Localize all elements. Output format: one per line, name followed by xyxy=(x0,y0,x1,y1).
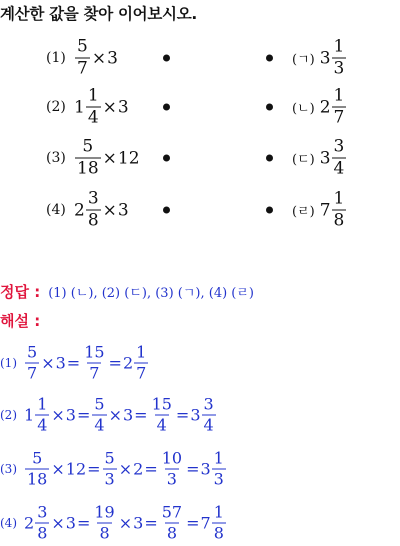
right-connector-dot[interactable] xyxy=(266,155,273,162)
question-number: (1) xyxy=(46,50,66,66)
solution-expression: $\frac{5}{7}$ × 3 = $\frac{15}{7}$ = 2 $\frac{1}{7}$ xyxy=(27,342,147,383)
solution-row-4 xyxy=(0,500,400,546)
question-expression: 2 $\frac{3}{8}$ × 3 xyxy=(74,188,129,231)
question-expression: 1 $\frac{1}{4}$ × 3 xyxy=(74,85,129,128)
answer-choice: (ㄷ) 3 $\frac{3}{4}$ xyxy=(292,136,345,179)
fraction: $\frac{3}{4}$ xyxy=(333,136,345,179)
left-connector-dot[interactable] xyxy=(163,104,170,111)
question-number: (3) xyxy=(46,150,66,166)
question-row-4 xyxy=(0,186,400,234)
answer-choice: (ㄴ) 2 $\frac{1}{7}$ xyxy=(292,85,345,128)
fraction: $\frac{1}{8}$ xyxy=(333,188,345,231)
fraction: $\frac{1}{3}$ xyxy=(333,36,345,79)
left-connector-dot[interactable] xyxy=(163,155,170,162)
fraction: $\frac{1}{7}$ xyxy=(333,85,345,128)
answer-choice: (ㄹ) 7 $\frac{1}{8}$ xyxy=(292,188,345,231)
solution-expression: $\frac{5}{18}$ × 12 = $\frac{5}{3}$ × 2 = $\frac{10}{3}$ = 3 $\frac{1}{3}$ xyxy=(27,448,224,489)
right-connector-dot[interactable] xyxy=(266,207,273,214)
question-expression: $\frac{5}{18}$ × 12 xyxy=(77,136,140,179)
explanation-heading: 해설 : xyxy=(0,312,41,330)
question-row-3 xyxy=(0,134,400,182)
solution-number: (2) xyxy=(0,408,17,422)
fraction: $\frac{3}{8}$ xyxy=(87,188,99,231)
question-title: 계산한 값을 찾아 이어보시오. xyxy=(0,5,197,23)
solution-number: (1) xyxy=(0,356,17,370)
solution-expression: 1 $\frac{1}{4}$ × 3 = $\frac{5}{4}$ × 3 = $\frac{15}{4}$ = 3 $\frac{3}{4}$ xyxy=(24,394,214,435)
question-number: (2) xyxy=(46,99,66,115)
solution-row-1 xyxy=(0,340,400,386)
right-connector-dot[interactable] xyxy=(266,55,273,62)
solution-number: (3) xyxy=(0,462,17,476)
question-row-2 xyxy=(0,83,400,131)
question-row-1 xyxy=(0,34,400,82)
answer-line xyxy=(0,281,254,302)
right-connector-dot[interactable] xyxy=(266,104,273,111)
fraction: $\frac{1}{4}$ xyxy=(87,85,99,128)
fraction: $\frac{5}{18}$ xyxy=(77,136,99,179)
question-number: (4) xyxy=(46,202,66,218)
answer-heading: 정답 : xyxy=(0,283,41,301)
solution-row-2 xyxy=(0,392,400,438)
left-connector-dot[interactable] xyxy=(163,55,170,62)
solution-number: (4) xyxy=(0,516,17,530)
answer-text: (1) (ㄴ), (2) (ㄷ), (3) (ㄱ), (4) (ㄹ) xyxy=(48,286,254,301)
fraction: $\frac{5}{7}$ xyxy=(77,36,88,79)
answer-choice: (ㄱ) 3 $\frac{1}{3}$ xyxy=(292,36,345,79)
solution-row-3 xyxy=(0,446,400,492)
solution-expression: 2 $\frac{3}{8}$ × 3 = $\frac{19}{8}$ × 3 = $\frac{57}{8}$ = 7 $\frac{1}{8}$ xyxy=(24,502,224,543)
question-expression: $\frac{5}{7}$ × 3 xyxy=(77,36,118,79)
left-connector-dot[interactable] xyxy=(163,207,170,214)
